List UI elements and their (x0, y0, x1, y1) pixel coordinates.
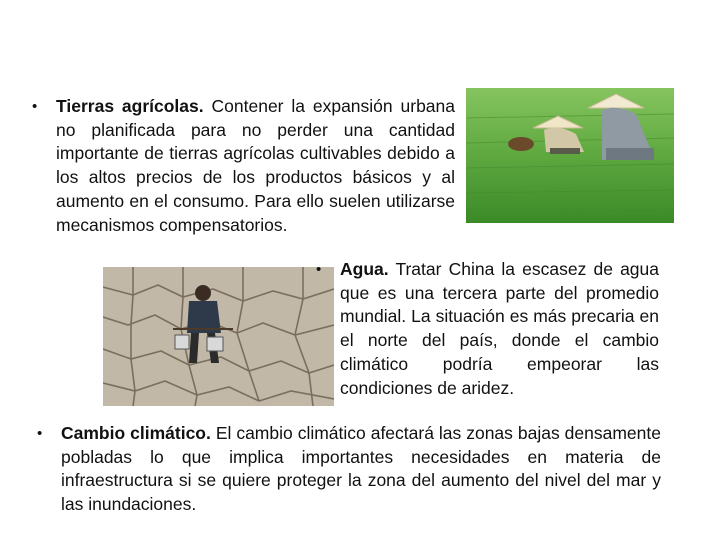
bullet-heading: Tierras agrícolas. (56, 96, 204, 116)
bullet-paragraph (61, 422, 661, 517)
bullet-heading: Cambio climático. (61, 423, 211, 443)
basket-shape (508, 137, 534, 151)
bullet-text: El cambio climático afectará las zonas bajas densamente pobladas lo que implica importantes necesidades en materia de infraestructura si se quiere proteger la zona del aumento del nivel del mar y las inundaciones. (61, 423, 661, 515)
drought-photo (103, 267, 334, 406)
cracked-earth-illustration (103, 267, 334, 406)
bullet-tierras-agricolas (32, 95, 455, 237)
bullet-icon: • (32, 98, 38, 115)
bullet-paragraph (340, 258, 659, 400)
bucket-shape-left (175, 335, 189, 349)
farmers-field-illustration (466, 88, 674, 223)
bullet-icon: • (37, 425, 43, 442)
bullet-agua (316, 258, 659, 400)
bullet-icon: • (316, 261, 322, 278)
bullet-heading: Agua. (340, 259, 389, 279)
farmers-field-photo (466, 88, 674, 223)
man-head-shape (195, 285, 211, 301)
bullet-cambio-climatico (37, 422, 661, 517)
bullet-text: Tratar China la escasez de agua que es una tercera parte del promedio mundial. La situación es más precaria en el norte del país, donde el cambio climático podría empeorar las condiciones de aridez. (340, 259, 659, 398)
bullet-text: Contener la expansión urbana no planificada para no perder una cantidad importante de tierras agrícolas cultivables debido a los altos precios de los productos básicos y al aumento en el consumo. Para ello suelen utilizarse mecanismos compensatorios. (56, 96, 455, 235)
bucket-shape-right (207, 337, 223, 351)
bullet-paragraph (56, 95, 455, 237)
